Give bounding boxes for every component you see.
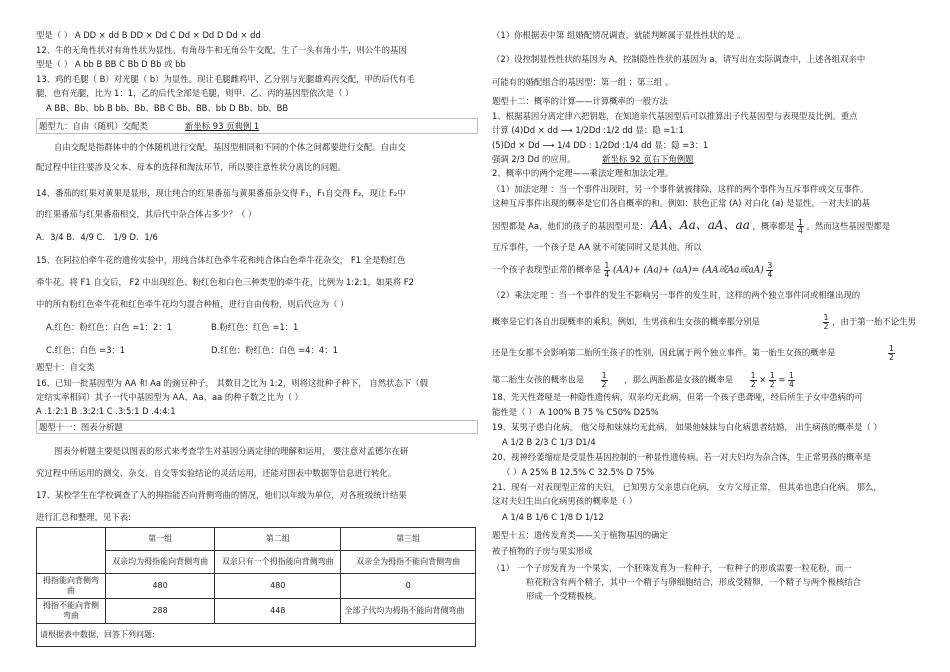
table-subheader: 双亲全为拇指不能向背侧弯曲 (341, 551, 476, 574)
formula-line: (5)Dd × Dd ⟶ 1/4 DD : 1/2Dd :1/4 dd 显：隐 =3：1 (492, 140, 709, 150)
sum-line (492, 262, 773, 278)
q13-stem-2: 腿，也有光腿，比为 1：1，乙的后代全部是毛腿，则甲、乙、丙的基因型依次是（ ） (36, 88, 354, 98)
table-header: 第二组 (215, 528, 341, 551)
table-cell: 288 (106, 599, 215, 624)
table-cell: 0 (341, 574, 476, 599)
table-cell: 480 (215, 574, 341, 599)
fraction-half: $\frac{1}{2}$ (823, 313, 829, 331)
q13-options: A BB、Bb、bb B bb、Bb、BB C Bb、BB、bb D Bb、bb、BB (46, 103, 289, 113)
table-cell: 480 (106, 574, 215, 599)
row-label: 拇指不能向背侧弯曲 (37, 599, 106, 624)
emphasis-line (492, 154, 694, 165)
text: 一个孩子表现型正常的概率是 (492, 264, 601, 275)
q17-stem-2: 进行汇总和整理，见下表: (36, 512, 131, 522)
subheading: 被子植物的子房与果实形成 (492, 546, 593, 556)
table-subheader: 双亲只有一个拇指能向背侧弯曲 (215, 551, 341, 574)
text: 还是生女都不会影响第二胎所生孩子的性别，因此属于两个独立事件。第一胎生女孩的概率是 (492, 347, 836, 358)
section-9-header (36, 118, 478, 134)
paragraph: 2、概率中的两个定理——乘法定理和加法定理。 (492, 168, 674, 178)
paragraph: （2）乘法定理 ：当一个事件的发生不影响另一事件的发生时，这样的两个独立事件同或相继出现的 (492, 290, 861, 300)
paragraph: 图表分析题主要是以图表的形式来考查学生对基因分离定律的理解和运用， 要注意对孟德尔在研 (54, 446, 409, 456)
fraction-half: $\frac{1}{2}$ (750, 371, 756, 389)
survey-table (36, 527, 476, 647)
q17-stem: 17、某校学生在学校调查了人的拇指能否向背侧弯曲的情况，他们以年级为单位，对各班级统计结果 (36, 490, 407, 500)
fraction-quarter: $\frac{1}{4}$ (789, 371, 794, 389)
q12-options: 型是（ ） A bb B BB C Bb D Bb 或 bb (36, 59, 186, 69)
table-row (37, 599, 476, 624)
paragraph: 究过程中所运用的测交、杂交、自交等实验结论的灵活运用，还能对图表中数据等信息进行转化。 (36, 468, 397, 478)
q16-options: A .1:2:1 B .3:2:1 C .3:5:1 D .4:4:1 (36, 406, 176, 416)
q21-options: A 1/4 B 1/6 C 1/8 D 1/12 (502, 512, 604, 522)
q14-stem: 14、番茄的红果对黄果是显形，现让纯合的红果番茄与黄果番茄杂交得 F₁，F₁自交得 F₂，现让 F₂中 (36, 188, 406, 198)
paragraph: 这种互斥事件出现的概率是它们各自概率的和。例如：肤色正常 (A) 对白化 (a) 是显性。一对夫妇的基 (492, 198, 870, 208)
q17-part2: （2）设控制显性性状的基因为 A，控制隐性性状的基因为 a，请写出在实际调查中，上述各组双亲中 (492, 54, 866, 64)
q16-stem-2: 定结实率相同）其子一代中基因型为 AA、Aa、aa 的种子数之比为（ ） (36, 392, 303, 402)
fraction-quarter: $\frac{1}{4}$ (604, 261, 610, 279)
q17-part2-cont: 可能有的婚配组合的基因型：第一组 ；第三组 。 (492, 77, 674, 87)
q20-stem: 20、视神经萎缩症是受显性基因控制的一种显性遗传病。若一对夫妇均为杂合体，生正常男孩的概率是 (492, 452, 872, 462)
q15-stem-2: 牵牛花。将 F1 自交后， F2 中出现红色、粉红色和白色三种类型的牵牛花，比例为 1:2:1，如果将 F2 (36, 277, 414, 287)
emphasis-text: 强调 2/3 Dd 的应用。 (492, 154, 576, 164)
q18-options: 能性是（ ） A 100% B 75 % C50% D25% (492, 407, 659, 417)
paragraph: 第二胎生女孩的概率也是 $\frac{1}{2}$ ，那么两胎都是女孩的概率是 $\frac{1}{2}$ × $\frac{1}{2}$ = $\frac{1}{4}$ (492, 371, 794, 389)
q20-options: （ ）A 25% B 12.5% C 32.5% D 75% (502, 467, 655, 477)
fraction-half: $\frac{1}{2}$ (769, 371, 775, 389)
paragraph: 互斥事件，一个孩子是 AA 就不可能同时又是其他。所以 (492, 242, 702, 252)
text: ，那么两胎都是女孩的概率是 (624, 374, 734, 385)
text: 第二胎生女孩的概率也是 (492, 374, 585, 385)
q16-stem: 16、已知一批基因型为 AA 和 Aa 的豌豆种子， 其数目之比为 1:2，则将这批种子种下， 自然状态下（假 (36, 378, 428, 388)
q15-stem-3: 中的所有粉红色牵牛花和红色牵牛花均匀混合种植，进行自由传粉，则后代应为（ ） (36, 299, 349, 309)
fraction-quarter: $\frac{1}{4}$ (798, 217, 803, 235)
table-row (37, 574, 476, 599)
section-10-title: 题型十：自交类 (36, 362, 95, 372)
fraction-three-quarter: $\frac{3}{4}$ (767, 261, 773, 279)
section-12-title: 题型十二：概率的计算——计算概率的一般方法 (492, 96, 668, 106)
q14-options: A．3/4 B．4/9 C． 1/9 D．1/6 (36, 232, 158, 242)
genotype-list: AA、Aa、aA、aa (650, 218, 750, 232)
q21-stem: 21、现有一对表现型正常的夫妇， 已知男方父亲患白化病， 女方父母正常， 但其弟也患白化病。 那么， (492, 482, 882, 492)
text: 。然而这些基因型都是 (806, 221, 891, 231)
q15-option-b: B.粉红色：红色 =1：1 (211, 322, 299, 332)
section-15-title: 题型十五：遗传发育类——关于植物基因的确定 (492, 530, 668, 540)
section-title: 题型九：自由（随机）交配类 (39, 121, 148, 131)
paragraph: 1、根据基因分离定律六把钥匙，在知道亲代基因型后可以推算出子代基因型与表现型及比例。重点 (492, 111, 858, 121)
text: 因型都是 Aa，他们的孩子的基因型可是： (492, 221, 648, 231)
table-subheader: 双亲均为拇指能向背侧弯曲 (106, 551, 215, 574)
table-corner (37, 528, 106, 574)
fraction-half: $\frac{1}{2}$ (601, 371, 607, 389)
q12-stem: 12、牛的无角性状对有角性状为显性。有角母牛和无角公牛交配，生了一头有角小牛，则公牛的基因 (36, 45, 407, 55)
paragraph: （1） 一个子房发育为一个果实，一个胚珠发育为一粒种子，一粒种子的形成需要一粒花粉，而一 (492, 563, 852, 573)
table-header-row (37, 528, 476, 551)
section-11-header (36, 420, 478, 434)
fraction-half: $\frac{1}{2}$ (889, 344, 894, 362)
section-title: 题型十一：图表分析题 (39, 422, 123, 432)
text: ，由于第一胎不论生男 (832, 316, 916, 327)
table-cell: 全部子代均为拇指不能向背侧弯曲 (341, 599, 476, 624)
row-label: 拇指能向背侧弯曲 (37, 574, 106, 599)
q13-stem: 13、鸡的毛腿（ B）对光腿（ b）为显性。现让毛腿雌鸡甲、乙分别与光腿雄鸡丙交配，甲的后代有毛 (36, 74, 415, 84)
reference-link: 新坐标 92 页右下角例题 (602, 154, 694, 164)
paragraph: 形成一个受精极核。 (526, 591, 602, 601)
q11-options: 型是（ ） A DD × dd B DD × Dd C Dd × Dd D Dd × dd (36, 30, 261, 40)
paragraph: 自由交配是指群体中的个体随机进行交配，基因型相同和不同的个体之间都要进行交配。自由交 (54, 142, 406, 152)
text: ，概率都是 (752, 221, 795, 231)
formula-line: 计算 (4)Dd × dd ⟶ 1/2Dd :1/2 dd 显：隐 =1:1 (492, 125, 684, 135)
paragraph: 配过程中往往要涉及父本、母本的选择和淘汰环节，所以要注意性状分离比的问题。 (36, 162, 346, 172)
table-header: 第三组 (341, 528, 476, 551)
sum-formula: (AA)+ (Aa)+ (aA)= (AA或Aa或aA) (613, 265, 764, 276)
q19-options: A 1/2 B 2/3 C 1/3 D1/4 (502, 437, 596, 447)
paragraph: 粒花粉含有两个精子，其中一个精子与卵细胞结合，形成受精卵，一个精子与两个极核结合 (526, 577, 861, 587)
reference-link: 新坐标 93 页典例 1 (185, 121, 260, 131)
q17-part1: （1）你根据表中第 组婚配情况调查，就能判断属于显性性状的是 。 (492, 30, 746, 40)
text: 概率是它们各自出现概率的乘积。例如，生男孩和生女孩的概率都分别是 (492, 316, 760, 327)
q15-option-c: C.红色：白色 =3：1 (46, 345, 126, 355)
q14-stem-2: 的红果番茄与红果番茄相交，其后代中杂合体占多少？（ ） (36, 209, 257, 219)
q15-stem: 15、在阿拉伯牵牛花的遗传实验中，用纯合体红色牵牛花和纯合体白色牵牛花杂交， F1 全是粉红色 (36, 255, 406, 265)
paragraph (492, 345, 895, 361)
table-header: 第一组 (106, 528, 215, 551)
table-footer: 请根据表中数据，回答下列问题: (37, 624, 476, 647)
q21-stem-2: 这对夫妇生出白化病男孩的概率是（ ） (492, 496, 638, 506)
q15-option-d: D.红色：粉红色：白色 =4：4：1 (211, 345, 338, 355)
genotype-line (492, 218, 890, 235)
q18-stem: 18、先天性聋哑是一种隐性遗传病，双亲均无此病，但第一个孩子患聋哑，经后所生子女中患病的可 (492, 392, 863, 402)
table-cell: 448 (215, 599, 341, 624)
table-footer-row (37, 624, 476, 647)
paragraph (492, 314, 916, 330)
q15-option-a: A.红色：粉红色：白色 =1：2：1 (46, 322, 173, 332)
paragraph: （1）加法定理 ：当一个事件出现时，另一个事件就被排除，这样的两个事件为互斥事件或交互事件。 (492, 184, 869, 194)
q19-stem: 19、某男子患白化病， 他父母和妹妹均无此病， 如果他妹妹与白化病患者结婚， 出生病孩的概率是（ ） (492, 422, 882, 432)
